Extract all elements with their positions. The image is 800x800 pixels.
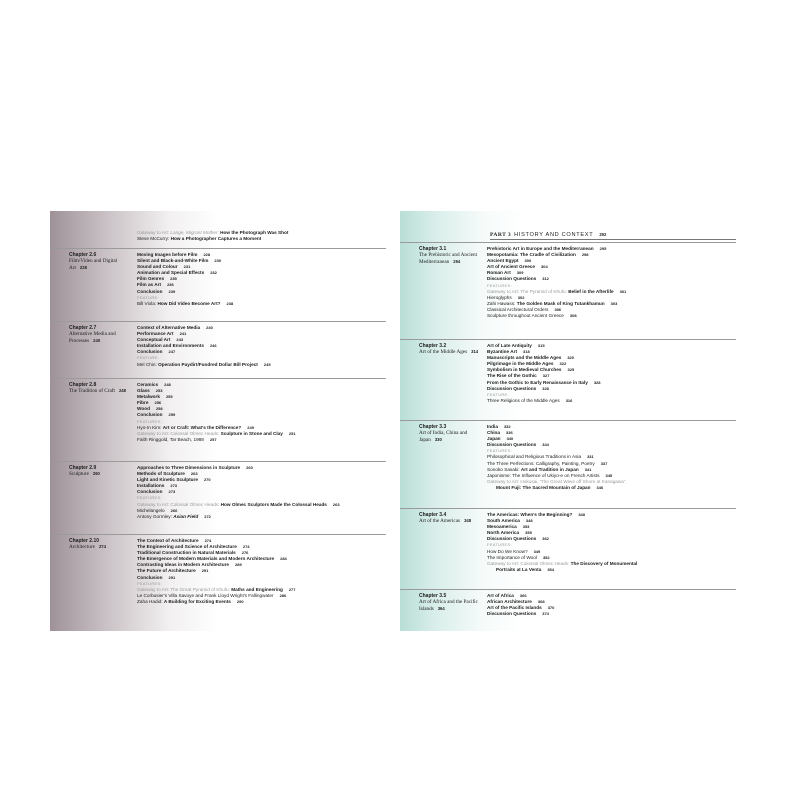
entry-title: Contrasting Ideas in Modern Architecture — [137, 562, 230, 568]
toc-entry — [137, 514, 386, 520]
chapter-section-3-1 — [400, 242, 736, 319]
chapter-page-number: 348 — [464, 518, 472, 524]
chapter-number: Chapter 3.4 — [419, 512, 447, 518]
entry-title: The Three Perfections: Calligraphy, Painting, Poetry — [487, 460, 595, 466]
entry-page-number: 243 — [176, 337, 184, 343]
chapter-page-number: 330 — [434, 436, 442, 442]
entry-title: Hieroglyphs — [487, 294, 512, 300]
chapter-heading — [419, 593, 479, 612]
entry-title: Discussion Questions — [487, 536, 537, 542]
chapter-entries — [487, 246, 736, 319]
chapter-title: Art of India, China and Japan — [419, 430, 468, 443]
entry-page-number: 341 — [584, 466, 592, 472]
entry-title: Byzantine Art — [487, 349, 518, 355]
entry-title: Mesopotamia: The Cradle of Civilization — [487, 252, 576, 258]
entry-text-part: How the Photograph Was Shot — [220, 230, 289, 235]
entry-page-number: 256 — [154, 400, 162, 406]
entry-page-number: 344 — [542, 442, 549, 448]
chapter-section-3-5 — [400, 589, 736, 617]
entry-page-number: 368 — [537, 599, 545, 605]
entry-page-number: 277 — [288, 586, 296, 592]
chapter-title: Art of Africa and the Pacific Islands — [419, 599, 478, 612]
toc-entry — [487, 485, 736, 491]
entry-title: Glass — [137, 388, 150, 394]
chapter-entries — [137, 538, 386, 605]
chapter-page-number: 248 — [118, 388, 126, 394]
entry-page-number: 359 — [525, 530, 532, 536]
entry-title: Film Genres — [137, 276, 165, 282]
entry-page-number: 362 — [542, 536, 549, 542]
entry-text-part: The Golden Mask of King Tutankhamun — [516, 300, 605, 306]
chapter-entries — [137, 325, 386, 368]
entry-text-part: Art and Tradition in Japan — [520, 466, 579, 472]
toc-entry — [487, 313, 736, 319]
features-label: FEATURES: — [487, 542, 512, 548]
entry-text-part: Mount Fuji: The Sacred Mountain of Japan — [496, 484, 591, 490]
entry-title: Sculpture throughout Ancient Greece — [487, 313, 564, 319]
chapter-heading — [69, 325, 129, 344]
entry-page-number: 272 — [204, 513, 211, 519]
entry-page-number: 286 — [279, 592, 287, 598]
chapter-page-number: 364 — [437, 605, 445, 611]
chapter-entries — [487, 424, 736, 491]
chapter-section-2-8 — [50, 378, 386, 442]
entry-text-part: Gateway to Art: Colossal Olmec Heads: — [137, 501, 221, 507]
entry-title: Conclusion — [137, 489, 163, 495]
entry-title: Prehistoric Art in Europe and the Mediterranean — [487, 246, 594, 251]
entry-page-number: 235 — [170, 276, 177, 282]
entry-title: Japan — [487, 436, 501, 442]
entry-title: Mesoamerica — [487, 524, 517, 530]
entry-page-number: 273 — [168, 489, 176, 495]
entry-page-number: 328 — [593, 379, 601, 385]
entry-title: Three Religions of the Middle Ages — [487, 397, 560, 403]
entry-text-part: Belief in the Afterlife — [568, 288, 614, 294]
entry-page-number: 230 — [214, 258, 222, 264]
entry-page-number: 236 — [167, 282, 174, 288]
features-label: FEATURES: — [137, 495, 162, 501]
entry-page-number: 284 — [280, 556, 287, 562]
entry-text-part: A Building for Exciting Events — [163, 598, 231, 604]
features-label: FEATURES: — [137, 580, 162, 586]
entry-title: Ancient Egypt — [487, 258, 519, 264]
entry-title: Conceptual Art — [137, 337, 171, 343]
entry-title: Conclusion — [137, 412, 163, 418]
chapter-entries — [137, 465, 386, 520]
entry-page-number: 295 — [599, 246, 607, 251]
chapter-heading — [69, 465, 129, 478]
entry-page-number: 266 — [170, 507, 178, 513]
part-page: 292 — [599, 232, 607, 237]
chapter-section-2-6 — [50, 248, 386, 306]
chapter-section-3-2 — [400, 339, 736, 403]
entry-page-number: 348 — [525, 518, 533, 524]
entry-page-number: 337 — [600, 460, 608, 466]
entry-page-number: 274 — [204, 538, 212, 543]
toc-entry — [487, 567, 736, 573]
toc-entry — [137, 437, 386, 443]
chapter-title: Art of the Middle Ages — [419, 349, 468, 356]
chapter-title: The Prehistoric and Ancient Mediterranean — [419, 252, 478, 265]
chapter-number: Chapter 2.8 — [69, 382, 97, 388]
entry-page-number: 248 — [164, 382, 171, 387]
entry-page-number: 336 — [506, 430, 513, 436]
entry-page-number: 320 — [567, 355, 575, 361]
entry-text-part: Sculpture in Stone and Clay — [220, 430, 283, 436]
chapter-number: Chapter 2.6 — [69, 252, 97, 258]
chapter-section-3-3 — [400, 420, 736, 490]
entry-page-number: 353 — [522, 524, 530, 530]
entry-page-number: 348 — [578, 512, 586, 517]
entry-page-number: 246 — [209, 343, 217, 349]
entry-text-part: How a Photographer Captures a Moment — [170, 236, 262, 242]
entry-page-number: 331 — [587, 454, 594, 460]
chapter-entries — [137, 382, 386, 443]
entry-page-number: 346 — [596, 484, 604, 490]
chapter-title: Alternative Media and Processes — [69, 331, 116, 344]
entry-page-number: 249 — [247, 424, 254, 430]
entry-page-number: 349 — [533, 548, 541, 554]
chapter-section-2-9 — [50, 461, 386, 519]
chapter-entries — [487, 512, 736, 573]
entry-title: The Engineering and Science of Architecture — [137, 544, 237, 550]
chapter-title: Art of the Americas — [419, 518, 461, 525]
chapter-page-number: 260 — [92, 471, 100, 477]
chapter-section-3-4 — [400, 508, 736, 572]
entry-title: Methods of Sculpture — [137, 471, 185, 477]
chapter-page-number: 314 — [471, 349, 479, 355]
entry-text-part: Art or Craft: What's the Difference? — [162, 424, 242, 430]
entry-page-number: 259 — [168, 412, 176, 418]
chapter-title: Sculpture — [69, 471, 89, 478]
entry-page-number: 241 — [179, 331, 187, 337]
toc-entry — [487, 398, 736, 404]
chapter-entries — [137, 252, 386, 307]
entry-page-number: 322 — [559, 361, 567, 367]
entry-title: Fibre — [137, 400, 149, 406]
entry-page-number: 291 — [201, 568, 209, 574]
entry-title: Symbolism in Medieval Churches — [487, 367, 562, 373]
entry-page-number: 306 — [554, 306, 562, 312]
entry-title: Sound and Colour — [137, 264, 178, 270]
entry-title: Conclusion — [137, 349, 163, 355]
entry-page-number: 273 — [170, 483, 178, 489]
entry-title: Roman Art — [487, 270, 511, 276]
entry-title: Discussion Questions — [487, 611, 537, 617]
entry-page-number: 309 — [516, 270, 524, 276]
entry-title: The Rise of the Gothic — [487, 373, 537, 379]
chapter-number: Chapter 2.10 — [69, 538, 100, 544]
entry-text-part: How Olmec Sculptors Made the Colossal Heads — [220, 501, 327, 507]
entry-title: Art of Ancient Greece — [487, 264, 536, 270]
entry-page-number: 270 — [203, 477, 211, 483]
chapter-heading — [69, 538, 129, 551]
entry-text-part: Mel Chin: — [137, 361, 159, 367]
entry-page-number: 251 — [288, 430, 296, 436]
entry-title: The Americas: When's the Beginning? — [487, 512, 573, 517]
entry-page-number: 327 — [542, 373, 550, 379]
chapter-number: Chapter 3.3 — [419, 424, 447, 430]
entry-page-number: 302 — [517, 294, 525, 300]
entry-title: India — [487, 424, 498, 429]
chapter-title: The Tradition of Craft — [69, 388, 115, 395]
continued-entries — [137, 230, 386, 242]
entry-title: Moving Images before Film — [137, 252, 198, 257]
entry-page-number: 303 — [610, 300, 618, 306]
chapter-heading — [419, 512, 479, 525]
entry-title: Classical Architectural Orders — [487, 306, 549, 312]
left-page — [50, 211, 400, 631]
entry-page-number: 370 — [547, 605, 555, 611]
toc-entry — [137, 301, 386, 307]
entry-page-number: 263 — [332, 501, 340, 507]
chapter-title: Architecture — [69, 544, 95, 551]
entry-title: Animation and Special Effects — [137, 270, 205, 276]
entry-text-part: Portraits at La Venta — [496, 566, 542, 572]
entry-page-number: 366 — [519, 593, 527, 598]
entry-title: Discussion Questions — [487, 276, 537, 282]
entry-page-number: 291 — [168, 574, 176, 580]
entry-title: Metalwork — [137, 394, 160, 400]
entry-text-part: The Discovery of Monumental — [570, 560, 638, 566]
entry-title: The Importance of Wool — [487, 554, 537, 560]
entry-text-part: Operation Paydirt/Fundred Dollar Bill Project — [158, 361, 258, 367]
entry-text-part: Hyo-In Kim: — [137, 424, 163, 430]
entry-title: Le Corbusier's Villa Savoye and Frank Lloyd Wright's Fallingwater — [137, 592, 274, 598]
entry-text-part: Antony Gormley: — [137, 513, 174, 519]
entry-page-number: 308 — [569, 313, 577, 319]
chapter-page-number: 274 — [98, 544, 106, 550]
entry-page-number: 255 — [165, 394, 173, 400]
chapter-page-number: 228 — [79, 264, 87, 270]
entry-page-number: 257 — [209, 436, 217, 442]
toc-entry — [137, 362, 386, 368]
chapter-section-2-7 — [50, 321, 386, 367]
entry-page-number: 232 — [210, 270, 217, 276]
toc-entry — [137, 236, 386, 242]
chapter-entries — [487, 343, 736, 404]
entry-text-part: Zaha Hadid: — [137, 598, 164, 604]
entry-title: Installations — [137, 483, 165, 489]
entry-page-number: 374 — [542, 611, 549, 617]
part-heading — [490, 232, 736, 240]
chapter-number: Chapter 3.1 — [419, 246, 447, 252]
entry-title: The Future of Architecture — [137, 568, 196, 574]
entry-page-number: 301 — [619, 288, 627, 294]
entry-title: Manuscripts and the Middle Ages — [487, 355, 562, 361]
entry-title: Film as Art — [137, 282, 162, 288]
entry-page-number: 328 — [542, 385, 549, 391]
entry-page-number: 290 — [236, 598, 244, 604]
features-label: FEATURES: — [137, 418, 162, 424]
chapter-title: Film/Video and Digital Art — [69, 258, 118, 271]
entry-page-number: 276 — [241, 550, 249, 556]
entry-page-number: 304 — [541, 264, 548, 270]
chapter-heading — [69, 252, 129, 271]
entry-title: Art of Late Antiquity — [487, 343, 532, 348]
chapter-number: Chapter 3.5 — [419, 593, 447, 599]
entry-text-part: Maths and Engineering — [231, 586, 283, 592]
features-label: FEATURE: — [487, 391, 509, 397]
entry-title: Conclusion — [137, 574, 163, 580]
entry-page-number: 247 — [168, 349, 176, 355]
entry-page-number: 231 — [183, 264, 191, 270]
entry-title: Discussion Questions — [487, 385, 537, 391]
entry-text-part: Gateway to Art: Colossal Olmec Heads: — [137, 430, 221, 436]
entry-title: Art of Africa — [487, 593, 514, 598]
toc-entry — [137, 599, 386, 605]
entry-page-number: 300 — [524, 258, 532, 264]
entry-page-number: 315 — [537, 343, 545, 348]
entry-page-number: 263 — [190, 471, 198, 477]
chapter-heading — [69, 382, 129, 395]
entry-title: Approaches to Three Dimensions in Sculpture — [137, 465, 241, 470]
entry-page-number: 332 — [503, 424, 511, 429]
entry-title: Japonisme: The Influence of Ukiyo-e on French Artists — [487, 472, 600, 478]
entry-page-number: 312 — [542, 276, 549, 282]
entry-text-part: Lange, Migrant Mother — [170, 230, 218, 235]
entry-title: Discussion Questions — [487, 442, 537, 448]
entry-title: Silent and Black-and-White Film — [137, 258, 209, 264]
entry-text-part: Steve McCurry: — [137, 236, 171, 242]
entry-text-part: Gateway to Art: Colossal Olmec Heads: — [487, 560, 571, 566]
entry-text-part: Gateway to Art: The Great Pyramid of Khufu: — [137, 586, 232, 592]
entry-title: Ceramics — [137, 382, 159, 387]
entry-page-number: 289 — [235, 562, 242, 568]
entry-page-number: 354 — [547, 566, 555, 572]
entry-title: Conclusion — [137, 288, 163, 294]
entry-page-number: 228 — [203, 252, 211, 257]
chapter-number: Chapter 2.7 — [69, 325, 97, 331]
entry-title: Pilgrimage in the Middle Ages — [487, 361, 554, 367]
entry-title: China — [487, 430, 501, 436]
chapter-number: Chapter 3.2 — [419, 343, 447, 349]
entry-page-number: 258 — [155, 406, 163, 412]
entry-page-number: 298 — [581, 252, 589, 258]
entry-text-part: Gateway to Art: Hokusai, 'The Great Wave off Shore at Kanagawa': — [487, 478, 627, 484]
entry-title: Art of the Pacific Islands — [487, 605, 542, 611]
chapter-page-number: 240 — [93, 337, 101, 343]
chapter-number: Chapter 2.9 — [69, 465, 97, 471]
entry-title: Michelangelo — [137, 507, 165, 513]
entry-title: South America — [487, 518, 520, 524]
features-label: FEATURES: — [487, 282, 512, 288]
entry-title: Performance Art — [137, 331, 174, 337]
entry-title: African Architecture — [487, 599, 532, 605]
chapter-page-number: 294 — [453, 258, 461, 264]
right-page — [400, 211, 750, 631]
entry-text-part: Gateway to Art: The Pyramid of Khufu: — [487, 288, 569, 294]
entry-page-number: 245 — [263, 361, 271, 367]
entry-page-number: 253 — [155, 388, 163, 394]
entry-page-number: 260 — [246, 465, 253, 470]
entry-page-number: 345 — [605, 472, 613, 478]
entry-page-number: 340 — [506, 436, 514, 442]
entry-page-number: 325 — [567, 367, 575, 373]
part-number: PART 3 — [490, 232, 512, 238]
entry-page-number: 318 — [523, 349, 530, 355]
entry-page-number: 239 — [168, 288, 176, 294]
entry-title: Installation and Environments — [137, 343, 204, 349]
entry-title: Light and Kinetic Sculpture — [137, 477, 198, 483]
chapter-heading — [419, 343, 479, 356]
entry-text-part: Sonoko Sasaki: — [487, 466, 521, 472]
entry-page-number: 316 — [565, 397, 573, 403]
part-title: HISTORY AND CONTEXT — [514, 232, 594, 238]
toc-entry — [487, 611, 736, 617]
features-label: FEATURE: — [137, 355, 159, 361]
chapter-section-2-10 — [50, 534, 386, 604]
entry-title: The Emergence of Modern Materials and Modern Architecture — [137, 556, 275, 562]
entry-title: Context of Alternative Media — [137, 325, 201, 330]
entry-text-part: Asian Field — [173, 513, 199, 519]
entry-title: North America — [487, 530, 520, 536]
entry-title: How Do We Know? — [487, 548, 528, 554]
entry-page-number: 274 — [242, 544, 250, 550]
entry-page-number: 352 — [542, 554, 550, 560]
entry-title: Traditional Construction in Natural Materials — [137, 550, 236, 556]
entry-page-number: 238 — [226, 300, 234, 306]
entry-title: The Context of Architecture — [137, 538, 199, 543]
entry-page-number: 240 — [206, 325, 213, 330]
entry-title: Faith Ringgold, Tar Beach, 1988 — [137, 436, 204, 442]
entry-text-part: Bill Viola: — [137, 300, 158, 306]
entry-title: Philosophical and Religious Traditions in Asia — [487, 454, 582, 460]
chapter-entries — [487, 593, 736, 617]
entry-text-part: Zahi Hawass: — [487, 300, 517, 306]
features-label: FEATURES: — [487, 448, 512, 454]
features-label: FEATURE: — [137, 294, 159, 300]
chapter-heading — [419, 246, 479, 265]
entry-text-part: : — [217, 230, 221, 235]
entry-title: From the Gothic to Early Renaissance in Italy — [487, 379, 588, 385]
entry-text-part: Gateway to Art: — [137, 230, 171, 235]
entry-title: Wood — [137, 406, 150, 412]
entry-text-part: How Did Video Become Art? — [157, 300, 221, 306]
chapter-heading — [419, 424, 479, 443]
